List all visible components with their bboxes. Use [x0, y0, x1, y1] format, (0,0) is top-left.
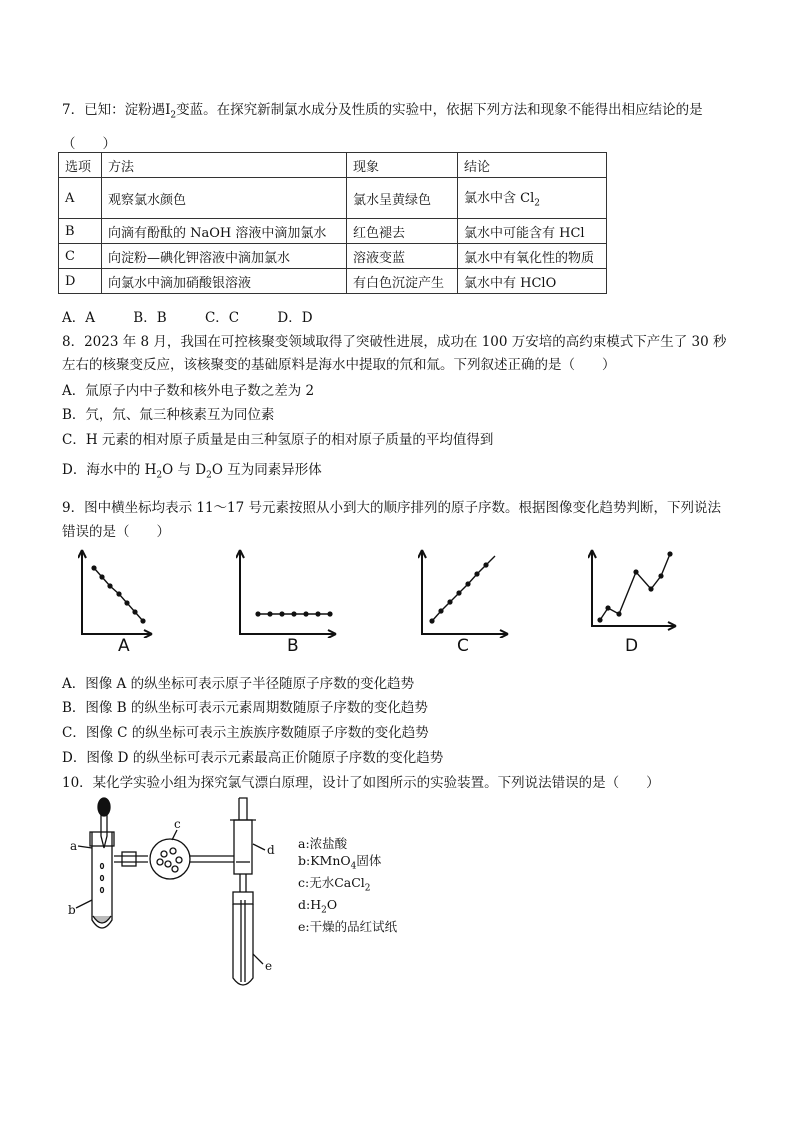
q8-stem-line2: 左右的核聚变反应，该核聚变的基础原料是海水中提取的氘和氚。下列叙述正确的是（ ） [62, 357, 616, 373]
row-option: B [59, 219, 102, 244]
q9-option-a[interactable]: A．图像 A 的纵坐标可表示原子半径随原子序数的变化趋势 [62, 676, 415, 692]
q8-stem-line1: 8．2023 年 8 月，我国在可控核聚变领域取得了突破性进展，成功在 100 万安培的高约束模式下产生了 30 秒 [62, 334, 727, 350]
graph-c-label: C [457, 636, 469, 656]
table-row [59, 178, 607, 219]
apparatus-legend [298, 836, 397, 935]
legend-c: c:无水CaCl$_2$ [298, 874, 371, 893]
header-method: 方法 [102, 153, 347, 178]
row-phenomenon: 溶液变蓝 [347, 244, 458, 269]
row-method: 向滴有酚酞的 NaOH 溶液中滴加氯水 [102, 219, 347, 244]
q9-stem-line1: 9．图中横坐标均表示 11～17 号元素按照从小到大的顺序排列的原子序数。根据图像变化趋势判断，下列说法 [62, 500, 722, 516]
row-conclusion: 氯水中有 HClO [458, 269, 607, 294]
apparatus-diagram [60, 796, 300, 996]
row-option: A [59, 178, 102, 219]
table-row [59, 219, 607, 244]
graph-a [78, 548, 158, 638]
legend-b: b:KMnO$_4$固体 [298, 852, 382, 871]
legend-e: e:干燥的品红试纸 [298, 918, 398, 934]
graph-b [236, 548, 346, 638]
choice-c[interactable]: C．C [204, 310, 240, 326]
label-d: d [267, 843, 275, 857]
q8-option-a[interactable]: A．氚原子内中子数和核外电子数之差为 2 [62, 383, 315, 399]
label-c: c [174, 817, 181, 831]
table-header-row [59, 153, 607, 178]
label-e: e [265, 959, 273, 973]
graph-c [418, 548, 518, 638]
header-phenomenon: 现象 [347, 153, 458, 178]
row-option: C [59, 244, 102, 269]
label-a: a [70, 839, 78, 853]
graph-b-label: B [287, 636, 299, 656]
q9-option-d[interactable]: D．图像 D 的纵坐标可表示元素最高正价随原子序数的变化趋势 [62, 750, 444, 766]
q7-options-table [58, 152, 607, 294]
q7-stem: 7．已知：淀粉遇$I_2$变蓝。在探究新制氯水成分及性质的实验中，依据下列方法和现象不能得出相应结论的是 [62, 102, 703, 121]
choice-b[interactable]: B．B [133, 310, 167, 326]
legend-a: a:浓盐酸 [298, 836, 348, 851]
header-option: 选项 [59, 153, 102, 178]
row-method: 观察氯水颜色 [102, 178, 347, 219]
row-conclusion: 氯水中有氧化性的物质 [458, 244, 607, 269]
graph-d [588, 548, 682, 638]
q9-stem-line2: 错误的是（ ） [62, 524, 170, 540]
row-method: 向氯水中滴加硝酸银溶液 [102, 269, 347, 294]
label-b: b [68, 903, 76, 917]
graph-a-label: A [118, 636, 130, 656]
q9-option-b[interactable]: B．图像 B 的纵坐标可表示元素周期数随原子序数的变化趋势 [62, 700, 428, 716]
row-phenomenon: 红色褪去 [347, 219, 458, 244]
q8-option-d[interactable]: D．海水中的 $H_2O$ 与 $D_2O$ 互为同素异形体 [62, 462, 322, 481]
q7-choices [62, 306, 347, 326]
graph-d-label: D [625, 636, 639, 656]
table-row [59, 269, 607, 294]
q7-paren: （ ） [62, 136, 116, 152]
row-conclusion: 氯水中可能含有 HCl [458, 219, 607, 244]
row-option: D [59, 269, 102, 294]
q10-stem: 10．某化学实验小组为探究氯气漂白原理，设计了如图所示的实验装置。下列说法错误的是（ ） [62, 775, 660, 791]
q9-option-c[interactable]: C．图像 C 的纵坐标可表示主族族序数随原子序数的变化趋势 [62, 725, 429, 741]
row-conclusion: 氯水中含 $Cl_2$ [458, 178, 607, 219]
row-phenomenon: 氯水呈黄绿色 [347, 178, 458, 219]
q8-option-b[interactable]: B．氕，氘、氚三种核素互为同位素 [62, 407, 275, 423]
legend-d: $d:H_2O$ [298, 896, 338, 915]
choice-d[interactable]: D．D [277, 310, 313, 326]
header-conclusion: 结论 [458, 153, 607, 178]
row-phenomenon: 有白色沉淀产生 [347, 269, 458, 294]
table-row [59, 244, 607, 269]
row-method: 向淀粉—碘化钾溶液中滴加氯水 [102, 244, 347, 269]
choice-a[interactable]: A．A [62, 310, 95, 326]
q8-option-c[interactable]: C．H 元素的相对原子质量是由三种氢原子的相对原子质量的平均值得到 [62, 432, 494, 448]
